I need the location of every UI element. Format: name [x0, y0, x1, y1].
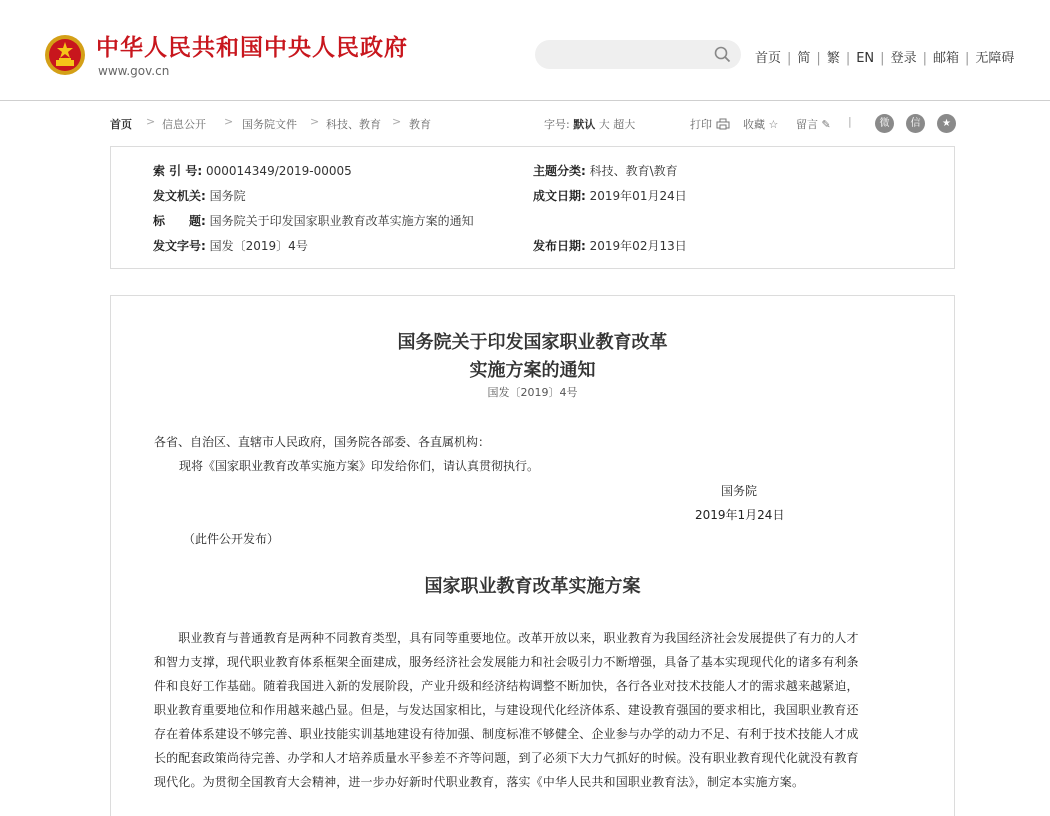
- meta-issuer: [153, 187, 246, 204]
- signer: 国务院: [721, 484, 758, 498]
- recipients: 各省、自治区、直辖市人民政府，国务院各部委、各直属机构：: [154, 435, 491, 449]
- body-line: 和智力支撑，现代职业教育体系框架全面建成，服务经济社会发展能力和社会吸引力不断增强，具备了基本实现现代化的诸多有利条: [154, 655, 859, 669]
- meta-title-label: 标 题:: [153, 214, 206, 228]
- qzone-icon[interactable]: ★: [937, 114, 956, 133]
- breadcrumb-state-docs[interactable]: 国务院文件: [242, 118, 297, 131]
- signing-date: 2019年1月24日: [695, 508, 785, 522]
- body-line: 存在着体系建设不够完善、职业技能实训基地建设有待加强、制度标准不够健全、企业参与办学的动力不足、有利于技术技能人才成: [154, 727, 859, 741]
- meta-published-label: 发布日期:: [533, 239, 586, 253]
- pencil-icon: ✎: [821, 118, 831, 131]
- breadcrumb: [110, 114, 955, 134]
- document-number: 国发〔2019〕4号: [487, 386, 578, 399]
- breadcrumb-education[interactable]: 教育: [409, 118, 431, 131]
- site-domain: www.gov.cn: [98, 64, 170, 78]
- star-icon: ☆: [768, 118, 779, 131]
- print-label: 打印: [690, 118, 712, 131]
- favorite-label: 收藏: [743, 118, 765, 131]
- nav-login[interactable]: 登录: [890, 51, 917, 66]
- nav-simplified[interactable]: 简: [797, 51, 811, 66]
- meta-published: [533, 237, 687, 254]
- document-content: [110, 295, 955, 816]
- site-title[interactable]: 中华人民共和国中央人民政府: [96, 35, 408, 61]
- meta-issuer-value: 国务院: [209, 189, 246, 203]
- site-header: [0, 0, 1050, 101]
- meta-created: [533, 187, 687, 204]
- plan-title: 国家职业教育改革实施方案: [424, 576, 641, 597]
- nav-mail[interactable]: 邮箱: [932, 51, 959, 66]
- breadcrumb-info[interactable]: 信息公开: [162, 118, 206, 131]
- breadcrumb-separator: >: [392, 115, 402, 128]
- meta-created-value: 2019年01月24日: [589, 189, 687, 203]
- meta-category: [533, 162, 678, 179]
- national-emblem-icon[interactable]: [44, 34, 86, 76]
- comment-button[interactable]: [796, 116, 831, 132]
- font-size-label: 字号:: [544, 118, 570, 131]
- meta-index-value: 000014349/2019-00005: [205, 164, 352, 178]
- body-line: 长的配套政策尚待完善、办学和人才培养质量水平参差不齐等问题，到了必须下大力气抓好的时候。没有职业教育现代化就没有教育: [154, 751, 859, 765]
- document-title-line1: 国务院关于印发国家职业教育改革: [397, 332, 668, 353]
- meta-title-value: 国务院关于印发国家职业教育改革实施方案的通知: [209, 214, 474, 228]
- font-size-switcher: [544, 116, 635, 132]
- breadcrumb-sci-edu[interactable]: 科技、教育: [326, 118, 381, 131]
- body-line: 现代化。为贯彻全国教育大会精神，进一步办好新时代职业教育，落实《中华人民共和国职业教育法》，制定本实施方案。: [154, 775, 805, 789]
- nav-accessibility[interactable]: 无障碍: [975, 51, 1015, 66]
- publish-note: （此件公开发布）: [183, 532, 280, 546]
- nav-english[interactable]: EN: [856, 51, 875, 66]
- nav-home[interactable]: 首页: [755, 51, 782, 66]
- search-icon[interactable]: [714, 46, 731, 63]
- document-metadata: [110, 146, 955, 269]
- favorite-button[interactable]: [743, 116, 778, 132]
- meta-docno-value: 国发〔2019〕4号: [209, 239, 308, 253]
- meta-category-value: 科技、教育\教育: [589, 164, 678, 178]
- font-size-large[interactable]: 大: [598, 118, 610, 131]
- meta-docno: [153, 237, 308, 254]
- meta-index: [153, 162, 352, 179]
- print-icon: [716, 118, 730, 130]
- weibo-icon[interactable]: 微: [875, 114, 894, 133]
- top-nav: 首页 | 简 | 繁 | EN | 登录 | 邮箱 | 无障碍: [755, 51, 1015, 66]
- nav-traditional[interactable]: 繁: [826, 51, 840, 66]
- wechat-icon[interactable]: 信: [906, 114, 925, 133]
- meta-title: [153, 212, 474, 229]
- notice-text: 现将《国家职业教育改革实施方案》印发给你们，请认真贯彻执行。: [179, 459, 540, 473]
- meta-issuer-label: 发文机关:: [153, 189, 206, 203]
- document-title-line2: 实施方案的通知: [469, 360, 596, 381]
- breadcrumb-separator: >: [310, 115, 320, 128]
- meta-published-value: 2019年02月13日: [589, 239, 687, 253]
- print-button[interactable]: [690, 116, 730, 132]
- body-line: 职业教育重要地位和作用越来越凸显。但是，与发达国家相比，与建设现代化经济体系、建设教育强国的要求相比，我国职业教育还: [154, 703, 859, 717]
- breadcrumb-separator: >: [146, 115, 156, 128]
- search-input[interactable]: [535, 40, 741, 69]
- meta-category-label: 主题分类:: [533, 164, 586, 178]
- font-size-xlarge[interactable]: 超大: [613, 118, 636, 131]
- font-size-default[interactable]: 默认: [573, 118, 596, 131]
- comment-label: 留言: [796, 118, 818, 131]
- body-line: 件和良好工作基础。随着我国进入新的发展阶段，产业升级和经济结构调整不断加快，各行各业对技术技能人才的需求越来越紧迫，: [154, 679, 859, 693]
- toolbar-divider: |: [848, 115, 852, 128]
- meta-docno-label: 发文字号:: [153, 239, 206, 253]
- breadcrumb-home[interactable]: 首页: [110, 118, 132, 131]
- breadcrumb-separator: >: [224, 115, 234, 128]
- meta-index-label: 索 引 号:: [153, 164, 203, 178]
- meta-created-label: 成文日期:: [533, 189, 586, 203]
- body-line: 职业教育与普通教育是两种不同教育类型，具有同等重要地位。改革开放以来，职业教育为我国经济社会发展提供了有力的人才: [154, 631, 859, 645]
